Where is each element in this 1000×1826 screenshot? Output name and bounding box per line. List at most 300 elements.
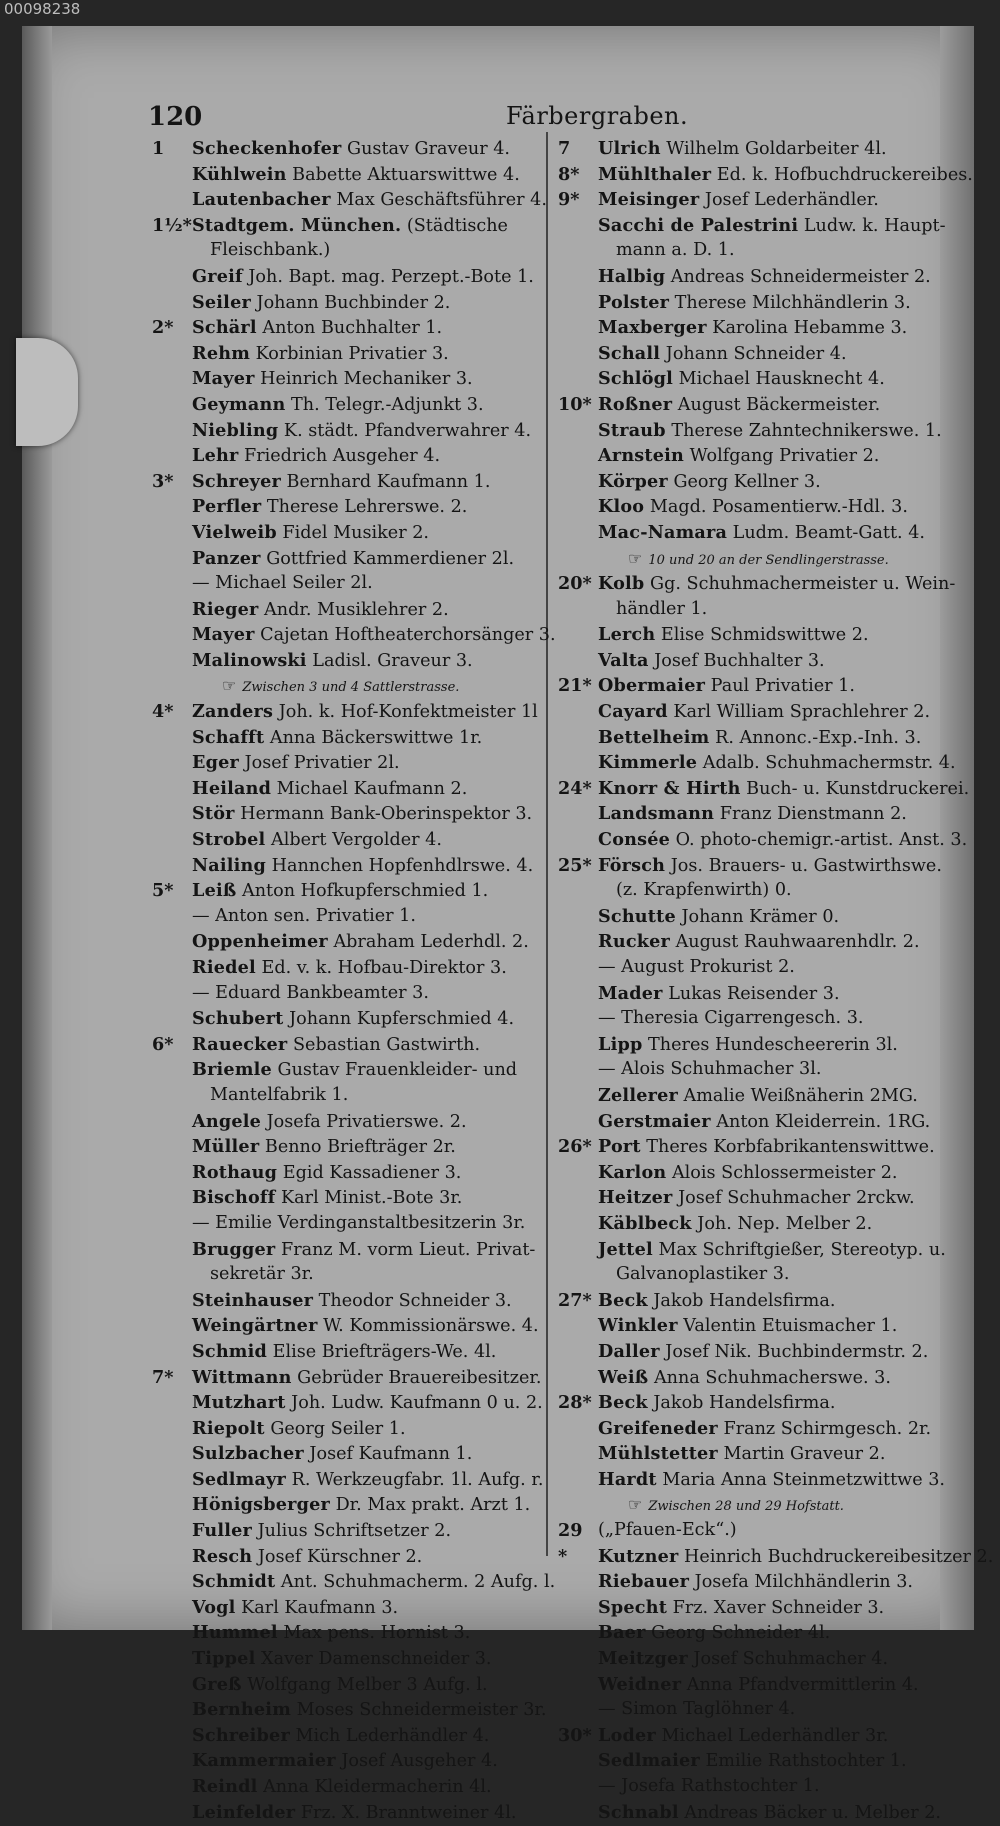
resident-name: Landsmann: [598, 803, 715, 825]
resident-details: Hermann Bank-Oberinspektor 3.: [234, 804, 533, 825]
resident-details: Bernhard Kaufmann 1.: [280, 471, 491, 492]
resident-details: Galvanoplastiker 3.: [616, 1264, 790, 1285]
directory-entry: [558, 418, 958, 444]
resident-name: Daller: [598, 1340, 660, 1362]
resident-name: Bischoff: [192, 1187, 276, 1209]
page-number: 120: [148, 102, 203, 132]
resident-name: Lautenbacher: [192, 189, 331, 211]
resident-details: Magd. Posamentierw.-Hdl. 3.: [644, 497, 908, 518]
directory-entry: [152, 520, 540, 546]
directory-entry: [558, 1288, 958, 1314]
resident-name: Riepolt: [192, 1417, 265, 1439]
resident-details: Frz. X. Branntweiner 4l.: [295, 1802, 517, 1823]
resident-details: Michael Kaufmann 2.: [271, 778, 468, 799]
resident-details: Benno Briefträger 2r.: [259, 1137, 456, 1158]
directory-entry: [558, 1800, 958, 1826]
resident-name: Eger: [192, 752, 239, 774]
directory-entry: [558, 673, 958, 699]
resident-details: Andreas Bäcker u. Melber 2.: [678, 1802, 942, 1823]
resident-details: Anna Pfandvermittlerin 4.: [681, 1674, 919, 1695]
pointing-hand-icon: ☞: [222, 676, 237, 696]
directory-entry: [152, 1723, 540, 1749]
directory-entry: [152, 1672, 540, 1698]
directory-entry: [152, 418, 540, 444]
resident-name: Kühlwein: [192, 163, 287, 185]
resident-name: Fuller: [192, 1520, 253, 1542]
directory-entry: [558, 1185, 958, 1211]
resident-name: Maxberger: [598, 317, 707, 339]
resident-details: Anna Kleidermacherin 4l.: [257, 1777, 492, 1797]
resident-details: Josef Kaufmann 1.: [303, 1444, 473, 1465]
resident-details: — Eduard Bankbeamter 3.: [192, 982, 429, 1003]
resident-name: Obermaier: [598, 675, 706, 697]
resident-details: Therese Lehrerswe. 2.: [261, 497, 468, 518]
resident-details: Franz M. vorm Lieut. Privat-: [275, 1239, 536, 1260]
directory-entry: [152, 1518, 540, 1544]
directory-entry: [152, 1441, 540, 1467]
resident-name: Schreiber: [192, 1724, 290, 1746]
resident-details: Gustav Frauenkleider- und: [271, 1060, 518, 1081]
resident-name: Briemle: [192, 1059, 272, 1081]
resident-details: Karl William Sprachlehrer 2.: [667, 702, 931, 723]
resident-details: Therese Zahntechnikerswe. 1.: [665, 420, 942, 441]
resident-details: Korbinian Privatier 3.: [250, 343, 449, 364]
resident-details: Johann Buchbinder 2.: [250, 292, 451, 313]
directory-entry: [152, 1006, 540, 1032]
resident-details: Wolfgang Melber 3 Aufg. l.: [241, 1674, 488, 1695]
resident-name: Weidner: [598, 1673, 682, 1695]
directory-entry: [152, 238, 540, 264]
resident-details: Anna Bäckerswittwe 1r.: [264, 727, 483, 748]
resident-name: Schutte: [598, 905, 676, 927]
resident-details: Gottfried Kammerdiener 2l.: [260, 548, 515, 569]
resident-details: Josefa Milchhändlerin 3.: [689, 1572, 913, 1593]
resident-name: Lipp: [598, 1033, 643, 1055]
directory-entry: [152, 290, 540, 316]
book-page: [22, 26, 994, 1823]
directory-entry: [558, 1774, 958, 1800]
resident-details: Valentin Etuismacher 1.: [677, 1316, 898, 1337]
resident-details: Amalie Weißnäherin 2MG.: [677, 1085, 918, 1106]
resident-details: K. städt. Pfandverwahrer 4.: [278, 420, 532, 441]
resident-details: Max Schriftgießer, Stereotyp. u.: [652, 1239, 946, 1260]
resident-details: Jakob Handelsfirma.: [647, 1290, 836, 1311]
directory-entry: [558, 648, 958, 674]
resident-details: Albert Vergolder 4.: [265, 830, 442, 851]
resident-name: Perfler: [192, 496, 262, 518]
resident-name: Riebauer: [598, 1571, 690, 1593]
house-number: 3*: [152, 470, 174, 492]
directory-entry: [558, 1211, 958, 1237]
resident-name: Beck: [598, 1392, 648, 1414]
directory-entry: [152, 1697, 547, 1723]
directory-entry: [152, 1057, 540, 1083]
directory-entry: [558, 1032, 958, 1058]
resident-details: händler 1.: [616, 598, 708, 619]
resident-details: Max Geschäftsführer 4.: [330, 190, 547, 211]
resident-name: Cayard: [598, 701, 668, 723]
resident-name: Weingärtner: [192, 1315, 318, 1337]
resident-name: Sedlmayr: [192, 1468, 286, 1490]
directory-entry: [152, 1646, 540, 1672]
resident-name: Halbig: [598, 265, 666, 287]
resident-name: Schubert: [192, 1008, 284, 1030]
directory-entry: [558, 1467, 958, 1493]
directory-entry: [152, 1160, 540, 1186]
directory-entry: [558, 213, 958, 239]
resident-name: Loder: [598, 1724, 656, 1746]
resident-details: — August Prokurist 2.: [598, 957, 795, 977]
resident-details: Michael Hausknecht 4.: [673, 369, 885, 390]
directory-entry: [558, 1672, 958, 1698]
resident-name: Geymann: [192, 393, 286, 415]
directory-entry: [558, 494, 958, 520]
directory-entry: [152, 853, 540, 879]
resident-name: Winkler: [598, 1315, 678, 1337]
resident-details: Georg Kellner 3.: [667, 471, 821, 492]
directory-entry: [558, 1646, 958, 1672]
directory-entry: [152, 1390, 543, 1416]
resident-name: Nailing: [192, 854, 267, 876]
resident-name: Niebling: [192, 419, 279, 441]
directory-entry: [558, 341, 958, 367]
resident-name: Zanders: [192, 701, 274, 723]
directory-entry: [558, 238, 958, 264]
resident-details: (z. Krapfenwirth) 0.: [616, 880, 792, 901]
resident-name: Greif: [192, 265, 243, 287]
resident-details: Ladisl. Graveur 3.: [306, 650, 473, 671]
resident-details: Adalb. Schuhmachermstr. 4.: [697, 753, 956, 774]
resident-name: Beck: [598, 1289, 648, 1311]
directory-entry: [152, 341, 540, 367]
resident-details: — Anton sen. Privatier 1.: [192, 905, 416, 926]
resident-details: Franz Dienstmann 2.: [714, 804, 907, 825]
resident-details: („Pfauen-Eck“.): [598, 1520, 737, 1541]
right-column: [558, 136, 994, 1825]
resident-details: August Bäckermeister.: [672, 394, 881, 415]
resident-name: Arnstein: [598, 445, 685, 467]
directory-entry: [152, 1748, 540, 1774]
resident-details: Mich Lederhändler 4.: [289, 1725, 490, 1746]
page-clip: [16, 338, 78, 446]
directory-entry: [152, 801, 540, 827]
directory-entry: [558, 1697, 958, 1723]
directory-entry: [558, 1313, 958, 1339]
resident-name: Sacchi de Palestrini: [598, 214, 799, 236]
directory-entry: [152, 494, 540, 520]
resident-details: Elise Briefträgers-We. 4l.: [267, 1341, 497, 1362]
resident-details: Josef Kürschner 2.: [252, 1546, 423, 1567]
resident-name: Vielweib: [192, 521, 277, 543]
resident-details: Karl Kaufmann 3.: [235, 1597, 399, 1618]
directory-entry: [558, 1262, 958, 1288]
resident-details: Gebrüder Brauereibesitzer.: [291, 1367, 542, 1388]
resident-details: Alois Schlossermeister 2.: [666, 1162, 898, 1183]
directory-entry: [558, 1339, 958, 1365]
resident-name: Oppenheimer: [192, 931, 328, 953]
directory-entry: [558, 1365, 958, 1391]
resident-details: Therese Milchhändlerin 3.: [669, 292, 911, 313]
page-gutter: [22, 26, 52, 1630]
resident-details: Dr. Max prakt. Arzt 1.: [329, 1495, 531, 1516]
resident-name: Müller: [192, 1136, 260, 1158]
pointing-hand-icon: ☞: [628, 548, 643, 568]
resident-details: Johann Krämer 0.: [675, 906, 840, 927]
resident-details: W. Kommissionärswe. 4.: [317, 1316, 539, 1337]
directory-entry: [558, 1416, 958, 1442]
resident-name: Mayer: [192, 624, 255, 646]
directory-entry: [152, 1774, 540, 1800]
resident-details: Heinrich Mechaniker 3.: [254, 369, 473, 390]
directory-entry: [558, 520, 958, 546]
resident-details: Joh. Nep. Melber 2.: [691, 1213, 873, 1234]
directory-entry: [558, 1057, 958, 1083]
resident-details: Franz Schirmgesch. 2r.: [717, 1418, 932, 1439]
resident-details: Jakob Handelsfirma.: [647, 1393, 836, 1414]
directory-entry: [558, 904, 958, 930]
directory-entry: [558, 1748, 958, 1774]
resident-name: Rehm: [192, 342, 251, 364]
directory-entry: [152, 571, 540, 597]
resident-name: Kammermaier: [192, 1750, 336, 1772]
resident-name: Rothaug: [192, 1161, 278, 1183]
resident-name: Lerch: [598, 624, 656, 646]
house-number: 2*: [152, 317, 174, 339]
directory-entry: [558, 750, 958, 776]
resident-name: Rucker: [598, 931, 670, 953]
resident-details: Friedrich Ausgeher 4.: [238, 446, 441, 467]
directory-entry: [558, 1390, 958, 1416]
resident-details: Ed. v. k. Hofbau-Direktor 3.: [255, 958, 507, 978]
resident-details: — Josefa Rathstochter 1.: [598, 1776, 820, 1796]
resident-details: Cajetan Hoftheaterchorsänger 3.: [254, 625, 556, 646]
resident-details: sekretär 3r.: [210, 1264, 314, 1285]
directory-entry: [152, 1620, 540, 1646]
resident-name: Strobel: [192, 829, 266, 851]
resident-details: Wilhelm Goldarbeiter 4l.: [660, 139, 887, 159]
resident-name: Specht: [598, 1596, 668, 1618]
resident-name: Sulzbacher: [192, 1443, 304, 1465]
resident-name: Hönigsberger: [192, 1494, 330, 1516]
directory-entry: [558, 392, 958, 418]
house-number: 25*: [558, 854, 592, 876]
section-note: [558, 1492, 958, 1518]
resident-name: Seiler: [192, 291, 251, 313]
resident-name: Wittmann: [192, 1366, 292, 1388]
resident-details: Hannchen Hopfenhdlrswe. 4.: [266, 855, 534, 876]
resident-details: O. photo-chemigr.-artist. Anst. 3.: [670, 830, 968, 851]
house-number: 24*: [558, 777, 592, 799]
resident-name: Schafft: [192, 726, 265, 748]
resident-details: Ludm. Beamt-Gatt. 4.: [727, 522, 925, 543]
resident-name: Greifeneder: [598, 1417, 718, 1439]
resident-details: Johann Schneider 4.: [660, 343, 847, 364]
resident-details: Theodor Schneider 3.: [313, 1290, 512, 1311]
directory-entry: [558, 1237, 958, 1263]
house-number: 29: [558, 1520, 583, 1542]
resident-details: Buch- u. Kunstdruckerei.: [740, 778, 970, 799]
directory-entry: [558, 264, 958, 290]
directory-entry: [558, 315, 958, 341]
section-note: [558, 546, 958, 572]
resident-name: Karlon: [598, 1161, 667, 1183]
resident-details: Abraham Lederhdl. 2.: [327, 932, 529, 953]
resident-details: Anton Buchhalter 1.: [256, 318, 443, 339]
directory-entry: [152, 981, 540, 1007]
directory-entry: [152, 1800, 540, 1826]
directory-entry: [558, 1723, 958, 1749]
directory-entry: [558, 1595, 958, 1621]
resident-details: Ludw. k. Haupt-: [798, 215, 946, 236]
resident-name: Sedlmaier: [598, 1750, 700, 1772]
resident-details: August Rauhwaarenhdlr. 2.: [669, 932, 920, 953]
section-note: [152, 673, 540, 699]
house-number: 7*: [152, 1366, 174, 1388]
house-number: 9*: [558, 189, 580, 211]
resident-details: — Theresia Cigarrengesch. 3.: [598, 1008, 864, 1029]
resident-details: Karl Minist.-Bote 3r.: [275, 1188, 463, 1209]
resident-details: Karolina Hebamme 3.: [706, 318, 908, 339]
resident-details: Josef Schuhmacher 4.: [687, 1649, 889, 1670]
house-number: 26*: [558, 1136, 592, 1158]
directory-entry: [152, 392, 540, 418]
directory-entry: [558, 955, 958, 981]
directory-entry: [152, 213, 540, 239]
directory-entry: [152, 1237, 540, 1263]
resident-name: Mac-Namara: [598, 521, 728, 543]
directory-entry: [558, 366, 958, 392]
directory-entry: [558, 1083, 958, 1109]
resident-name: Rauecker: [192, 1033, 288, 1055]
resident-details: Wolfgang Privatier 2.: [684, 446, 880, 467]
directory-entry: [152, 136, 540, 162]
resident-name: Hummel: [192, 1622, 278, 1644]
resident-details: Martin Graveur 2.: [717, 1444, 886, 1465]
directory-entry: [558, 1160, 958, 1186]
resident-name: Reindl: [192, 1776, 258, 1797]
resident-details: Georg Seiler 1.: [264, 1418, 406, 1439]
directory-entry: [152, 878, 540, 904]
resident-name: Schreyer: [192, 470, 281, 492]
section-note-text: Zwischen 28 und 29 Hofstatt.: [648, 1499, 844, 1515]
resident-details: Theres Hundescheererin 3l.: [642, 1034, 898, 1055]
directory-entry: [558, 776, 970, 802]
resident-details: Ed. k. Hofbuchdruckereibes.: [711, 164, 973, 185]
resident-details: Josefa Privatierswe. 2.: [261, 1111, 467, 1132]
directory-entry: [152, 648, 540, 674]
directory-entry: [152, 469, 540, 495]
resident-name: Zellerer: [598, 1084, 678, 1106]
resident-name: Schmidt: [192, 1571, 276, 1593]
resident-details: Xaver Damenschneider 3.: [255, 1649, 492, 1670]
resident-details: Theres Korbfabrikantenswittwe.: [640, 1137, 935, 1158]
resident-details: — Emilie Verdinganstaltbesitzerin 3r.: [192, 1212, 526, 1233]
house-number: 4*: [152, 701, 174, 723]
directory-entry: [152, 187, 547, 213]
resident-details: Josef Privatier 2l.: [238, 753, 400, 774]
resident-name: Valta: [598, 649, 649, 671]
resident-name: Försch: [598, 854, 666, 876]
resident-name: Port: [598, 1136, 641, 1158]
directory-entry: [152, 1339, 540, 1365]
resident-name: Steinhauser: [192, 1289, 314, 1311]
house-number: 28*: [558, 1392, 592, 1414]
resident-name: Mühlthaler: [598, 163, 712, 185]
resident-name: Mader: [598, 982, 663, 1004]
resident-details: Elise Schmidswittwe 2.: [655, 625, 869, 646]
resident-details: Anna Schuhmacherswe. 3.: [648, 1367, 891, 1388]
resident-details: — Simon Taglöhner 4.: [598, 1699, 796, 1720]
resident-name: Heitzer: [598, 1187, 673, 1209]
directory-entry: [152, 315, 540, 341]
directory-entry: [152, 904, 540, 930]
resident-name: Schall: [598, 342, 661, 364]
resident-details: Fidel Musiker 2.: [276, 522, 430, 543]
resident-name: Greß: [192, 1673, 242, 1695]
resident-details: Paul Privatier 1.: [705, 676, 855, 697]
resident-name: Leiß: [192, 880, 237, 902]
resident-name: Baer: [598, 1622, 646, 1644]
resident-name: Heiland: [192, 777, 272, 799]
directory-entry: [152, 725, 540, 751]
resident-name: Jettel: [598, 1238, 653, 1260]
pointing-hand-icon: ☞: [628, 1495, 643, 1515]
directory-entry: [558, 136, 958, 162]
resident-name: Kloo: [598, 496, 645, 518]
resident-name: Bettelheim: [598, 726, 710, 748]
resident-details: Anton Hofkupferschmied 1.: [236, 881, 489, 902]
resident-name: Polster: [598, 291, 670, 313]
resident-details: Georg Schneider 4l.: [645, 1623, 831, 1644]
directory-entry: [152, 1365, 540, 1391]
directory-entry: [558, 1620, 958, 1646]
resident-name: Riedel: [192, 957, 256, 978]
directory-entry: [152, 1595, 540, 1621]
directory-entry: [558, 290, 958, 316]
directory-entry: [152, 622, 556, 648]
resident-details: Michael Lederhändler 3r.: [655, 1725, 889, 1746]
resident-name: Schlögl: [598, 368, 674, 390]
house-number: 5*: [152, 880, 174, 902]
directory-entry: [558, 801, 958, 827]
resident-name: Hardt: [598, 1468, 657, 1490]
resident-name: Tippel: [192, 1648, 256, 1670]
section-note-text: 10 und 20 an der Sendlingerstrasse.: [648, 552, 889, 568]
resident-name: Leinfelder: [192, 1801, 296, 1823]
resident-name: Malinowski: [192, 649, 307, 671]
directory-entry: [558, 1109, 958, 1135]
resident-details: mann a. D. 1.: [616, 240, 735, 261]
resident-name: Gerstmaier: [598, 1110, 711, 1132]
directory-entry: [152, 699, 540, 725]
directory-entry: [152, 1467, 544, 1493]
directory-entry: [558, 699, 958, 725]
directory-entry: [558, 929, 958, 955]
resident-details: Emilie Rathstochter 1.: [699, 1751, 907, 1772]
directory-entry: [152, 776, 540, 802]
resident-name: Scheckenhofer: [192, 138, 342, 159]
resident-details: (Städtische: [401, 215, 508, 236]
resident-details: Joh. Ludw. Kaufmann 0 u. 2.: [285, 1393, 543, 1414]
resident-details: Moses Schneidermeister 3r.: [291, 1700, 547, 1721]
resident-name: Lehr: [192, 445, 239, 467]
resident-details: Joh. k. Hof-Konfektmeister 1l: [273, 702, 538, 723]
resident-details: — Michael Seiler 2l.: [192, 573, 373, 594]
resident-details: Josef Ausgeher 4.: [335, 1751, 498, 1772]
directory-entry: [152, 1313, 540, 1339]
resident-name: Kutzner: [598, 1545, 679, 1567]
directory-entry: [558, 853, 958, 879]
